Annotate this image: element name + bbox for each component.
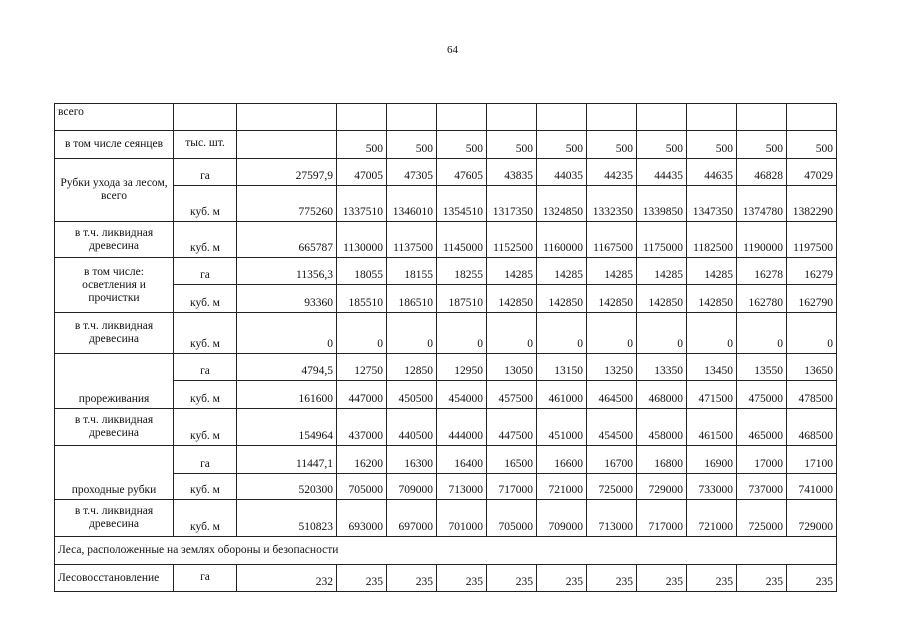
value-cell: 235 xyxy=(587,565,637,592)
row-label: прореживания xyxy=(55,354,174,409)
value-cell: 500 xyxy=(587,131,637,159)
value-cell: 713000 xyxy=(437,474,487,500)
value-cell: 1175000 xyxy=(637,222,687,258)
value-cell: 1137500 xyxy=(387,222,437,258)
row-label: всего xyxy=(55,104,174,131)
value-cell: 500 xyxy=(787,131,837,159)
value-cell: 187510 xyxy=(437,285,487,313)
value-cell: 235 xyxy=(487,565,537,592)
value-cell: 13250 xyxy=(587,354,637,381)
value-cell: 16278 xyxy=(737,258,787,285)
value-cell: 468000 xyxy=(637,381,687,409)
value-cell: 185510 xyxy=(337,285,387,313)
value-cell: 142850 xyxy=(537,285,587,313)
value-cell: 46828 xyxy=(737,159,787,186)
value-cell: 725000 xyxy=(587,474,637,500)
value-cell: 500 xyxy=(737,131,787,159)
row-label: Лесовосстановление xyxy=(55,565,174,592)
unit-cell: тыс. шт. xyxy=(174,131,237,159)
value-cell: 458000 xyxy=(637,409,687,446)
value-cell: 14285 xyxy=(687,258,737,285)
value-cell: 1374780 xyxy=(737,186,787,222)
table-row xyxy=(55,313,837,354)
section-heading: Леса, расположенные на землях обороны и безопасности xyxy=(55,537,837,565)
value-cell: 235 xyxy=(337,565,387,592)
table-row xyxy=(55,446,837,474)
value-cell: 16500 xyxy=(487,446,537,474)
value-cell: 14285 xyxy=(587,258,637,285)
value-cell: 713000 xyxy=(587,500,637,537)
table-row xyxy=(55,354,837,381)
value-cell: 468500 xyxy=(787,409,837,446)
value-cell: 1197500 xyxy=(787,222,837,258)
value-cell: 500 xyxy=(487,131,537,159)
value-cell: 1324850 xyxy=(537,186,587,222)
value-cell: 1346010 xyxy=(387,186,437,222)
value-cell: 13550 xyxy=(737,354,787,381)
unit-cell: куб. м xyxy=(174,285,237,313)
total-cell: 11356,3 xyxy=(237,258,337,285)
value-cell: 16900 xyxy=(687,446,737,474)
value-cell: 1354510 xyxy=(437,186,487,222)
value-cell: 464500 xyxy=(587,381,637,409)
value-cell: 500 xyxy=(337,131,387,159)
value-cell: 142850 xyxy=(587,285,637,313)
value-cell: 235 xyxy=(637,565,687,592)
value-cell: 16279 xyxy=(787,258,837,285)
value-cell: 500 xyxy=(687,131,737,159)
value-cell: 12750 xyxy=(337,354,387,381)
value-cell: 717000 xyxy=(487,474,537,500)
value-cell: 1130000 xyxy=(337,222,387,258)
unit-cell: куб. м xyxy=(174,409,237,446)
value-cell: 0 xyxy=(387,313,437,354)
value-cell: 729000 xyxy=(787,500,837,537)
value-cell: 454000 xyxy=(437,381,487,409)
unit-cell: куб. м xyxy=(174,186,237,222)
value-cell: 235 xyxy=(537,565,587,592)
unit-cell: га xyxy=(174,565,237,592)
value-cell: 461000 xyxy=(537,381,587,409)
row-label: в том числе сеянцев xyxy=(55,131,174,159)
value-cell: 465000 xyxy=(737,409,787,446)
unit-cell: куб. м xyxy=(174,381,237,409)
table-row-section xyxy=(55,537,837,565)
value-cell: 0 xyxy=(637,313,687,354)
value-cell: 12950 xyxy=(437,354,487,381)
value-cell: 0 xyxy=(537,313,587,354)
value-cell: 693000 xyxy=(337,500,387,537)
value-cell: 47605 xyxy=(437,159,487,186)
value-cell: 721000 xyxy=(687,500,737,537)
row-label: в т.ч. ликвидная древесина xyxy=(55,500,174,537)
unit-cell: куб. м xyxy=(174,474,237,500)
value-cell: 0 xyxy=(487,313,537,354)
value-cell: 1382290 xyxy=(787,186,837,222)
value-cell: 451000 xyxy=(537,409,587,446)
value-cell: 142850 xyxy=(487,285,537,313)
value-cell: 47005 xyxy=(337,159,387,186)
row-label: проходные рубки xyxy=(55,446,174,500)
table-row-vsego xyxy=(55,104,837,131)
value-cell: 0 xyxy=(787,313,837,354)
value-cell: 17000 xyxy=(737,446,787,474)
value-cell: 0 xyxy=(337,313,387,354)
page-number: 64 xyxy=(447,44,458,56)
total-cell xyxy=(237,131,337,159)
value-cell: 457500 xyxy=(487,381,537,409)
value-cell: 1317350 xyxy=(487,186,537,222)
value-cell: 461500 xyxy=(687,409,737,446)
value-cell: 1152500 xyxy=(487,222,537,258)
value-cell: 186510 xyxy=(387,285,437,313)
value-cell: 13150 xyxy=(537,354,587,381)
value-cell: 142850 xyxy=(637,285,687,313)
table-row xyxy=(55,500,837,537)
value-cell: 16700 xyxy=(587,446,637,474)
value-cell: 1190000 xyxy=(737,222,787,258)
value-cell: 17100 xyxy=(787,446,837,474)
value-cell: 500 xyxy=(437,131,487,159)
row-label: в т.ч. ликвидная древесина xyxy=(55,313,174,354)
total-cell: 11447,1 xyxy=(237,446,337,474)
value-cell: 235 xyxy=(687,565,737,592)
value-cell: 44635 xyxy=(687,159,737,186)
unit-cell: га xyxy=(174,354,237,381)
table-body xyxy=(55,104,837,592)
value-cell: 18255 xyxy=(437,258,487,285)
unit-cell: куб. м xyxy=(174,500,237,537)
unit-cell: куб. м xyxy=(174,313,237,354)
value-cell: 16600 xyxy=(537,446,587,474)
forestry-table xyxy=(54,103,837,592)
value-cell: 500 xyxy=(537,131,587,159)
value-cell: 741000 xyxy=(787,474,837,500)
value-cell: 13650 xyxy=(787,354,837,381)
value-cell: 1339850 xyxy=(637,186,687,222)
value-cell: 697000 xyxy=(387,500,437,537)
total-cell: 4794,5 xyxy=(237,354,337,381)
value-cell: 500 xyxy=(387,131,437,159)
value-cell: 717000 xyxy=(637,500,687,537)
row-label: Рубки ухода за лесом, всего xyxy=(55,159,174,222)
value-cell: 447000 xyxy=(337,381,387,409)
value-cell: 235 xyxy=(387,565,437,592)
table-row xyxy=(55,565,837,592)
value-cell: 235 xyxy=(737,565,787,592)
value-cell: 440500 xyxy=(387,409,437,446)
total-cell: 0 xyxy=(237,313,337,354)
total-cell: 93360 xyxy=(237,285,337,313)
table-row xyxy=(55,159,837,186)
value-cell: 701000 xyxy=(437,500,487,537)
value-cell: 162790 xyxy=(787,285,837,313)
value-cell: 14285 xyxy=(637,258,687,285)
value-cell: 1182500 xyxy=(687,222,737,258)
value-cell: 721000 xyxy=(537,474,587,500)
value-cell: 444000 xyxy=(437,409,487,446)
value-cell: 478500 xyxy=(787,381,837,409)
row-label: в т.ч. ликвидная древесина xyxy=(55,222,174,258)
total-cell: 232 xyxy=(237,565,337,592)
value-cell: 13450 xyxy=(687,354,737,381)
value-cell: 447500 xyxy=(487,409,537,446)
value-cell: 0 xyxy=(687,313,737,354)
total-cell: 510823 xyxy=(237,500,337,537)
value-cell: 16300 xyxy=(387,446,437,474)
unit-cell: га xyxy=(174,159,237,186)
value-cell: 705000 xyxy=(487,500,537,537)
value-cell: 709000 xyxy=(387,474,437,500)
value-cell: 47305 xyxy=(387,159,437,186)
value-cell: 1160000 xyxy=(537,222,587,258)
value-cell: 737000 xyxy=(737,474,787,500)
total-cell: 665787 xyxy=(237,222,337,258)
value-cell: 0 xyxy=(737,313,787,354)
value-cell: 729000 xyxy=(637,474,687,500)
value-cell: 450500 xyxy=(387,381,437,409)
value-cell: 16800 xyxy=(637,446,687,474)
total-cell: 775260 xyxy=(237,186,337,222)
total-cell: 27597,9 xyxy=(237,159,337,186)
value-cell: 162780 xyxy=(737,285,787,313)
value-cell: 13350 xyxy=(637,354,687,381)
value-cell: 471500 xyxy=(687,381,737,409)
value-cell: 142850 xyxy=(687,285,737,313)
row-label: в том числе: осветления и прочистки xyxy=(55,258,174,313)
table-row xyxy=(55,222,837,258)
value-cell: 235 xyxy=(787,565,837,592)
value-cell: 235 xyxy=(437,565,487,592)
total-cell: 520300 xyxy=(237,474,337,500)
value-cell: 500 xyxy=(637,131,687,159)
value-cell: 1332350 xyxy=(587,186,637,222)
value-cell: 12850 xyxy=(387,354,437,381)
value-cell: 14285 xyxy=(537,258,587,285)
value-cell: 733000 xyxy=(687,474,737,500)
value-cell: 1337510 xyxy=(337,186,387,222)
total-cell: 154964 xyxy=(237,409,337,446)
unit-cell: куб. м xyxy=(174,222,237,258)
value-cell: 16200 xyxy=(337,446,387,474)
table-row xyxy=(55,258,837,285)
unit-cell: га xyxy=(174,258,237,285)
value-cell: 475000 xyxy=(737,381,787,409)
value-cell: 437000 xyxy=(337,409,387,446)
value-cell: 0 xyxy=(437,313,487,354)
value-cell: 725000 xyxy=(737,500,787,537)
value-cell: 44235 xyxy=(587,159,637,186)
value-cell: 44435 xyxy=(637,159,687,186)
value-cell: 14285 xyxy=(487,258,537,285)
value-cell: 18155 xyxy=(387,258,437,285)
value-cell: 18055 xyxy=(337,258,387,285)
value-cell: 47029 xyxy=(787,159,837,186)
table-row xyxy=(55,409,837,446)
value-cell: 44035 xyxy=(537,159,587,186)
value-cell: 1167500 xyxy=(587,222,637,258)
total-cell: 161600 xyxy=(237,381,337,409)
value-cell: 0 xyxy=(587,313,637,354)
value-cell: 454500 xyxy=(587,409,637,446)
unit-cell: га xyxy=(174,446,237,474)
value-cell: 1145000 xyxy=(437,222,487,258)
value-cell: 1347350 xyxy=(687,186,737,222)
value-cell: 13050 xyxy=(487,354,537,381)
value-cell: 705000 xyxy=(337,474,387,500)
value-cell: 16400 xyxy=(437,446,487,474)
value-cell: 709000 xyxy=(537,500,587,537)
row-label: в т.ч. ликвидная древесина xyxy=(55,409,174,446)
value-cell: 43835 xyxy=(487,159,537,186)
table-row xyxy=(55,131,837,159)
